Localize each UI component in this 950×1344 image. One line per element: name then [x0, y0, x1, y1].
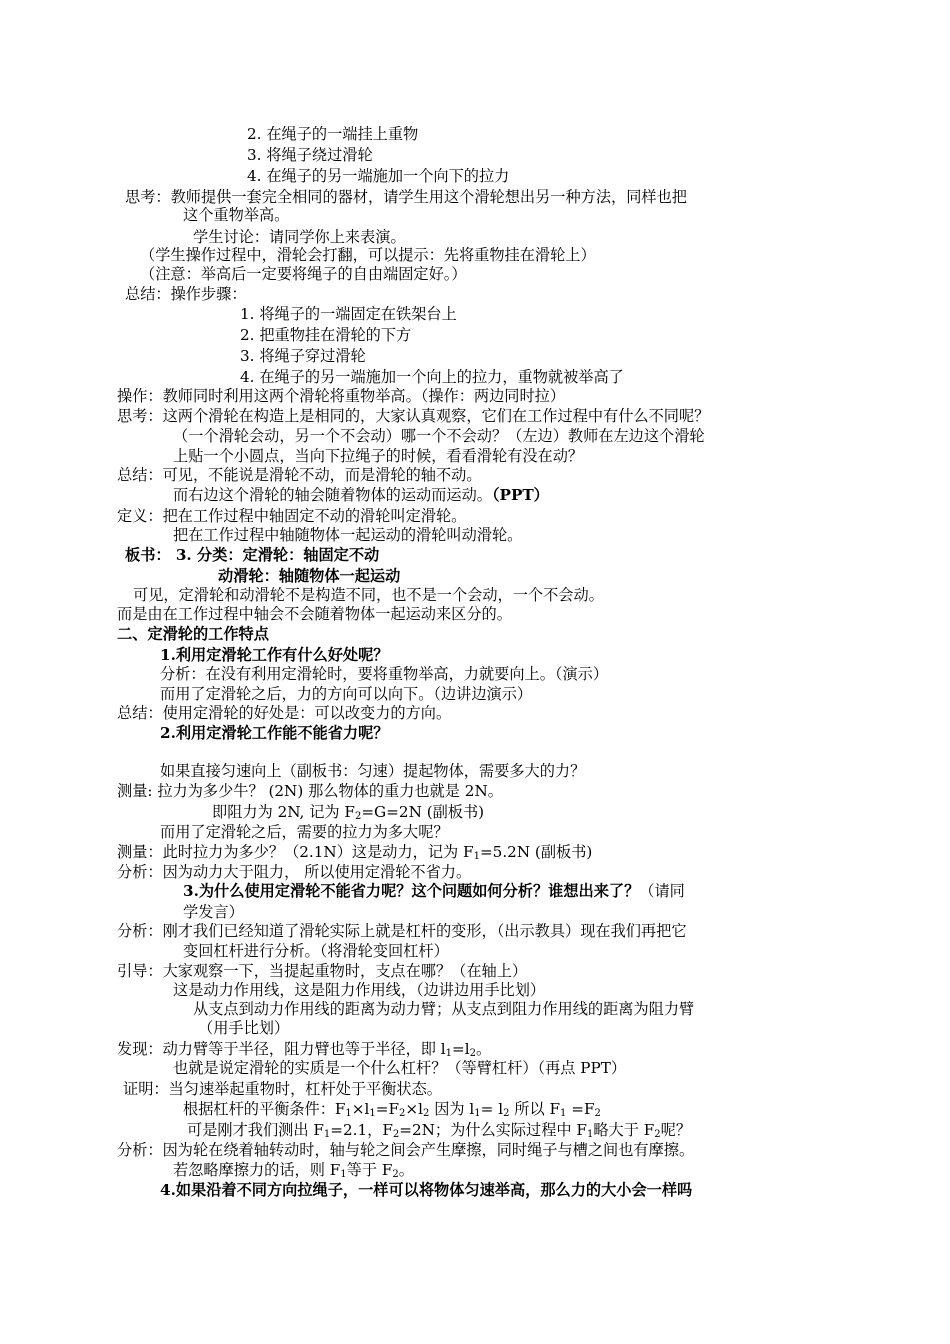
text-run: 因为 l — [429, 1100, 475, 1118]
text-run: 即阻力为 2N, 记为 F — [212, 803, 355, 821]
text-line — [173, 1161, 414, 1181]
text-line — [183, 1100, 601, 1120]
text-run: =G=2N (副板书) — [361, 803, 485, 821]
text-line: （注意：举高后一定要将绳子的自由端固定好。） — [140, 265, 467, 283]
section-heading: 二、定滑轮的工作特点 — [117, 625, 269, 643]
text-line: 分析：在没有利用定滑轮时，要将重物举高，力就要向上。（演示） — [160, 665, 609, 683]
text-line: 测量: 拉力为多少牛？ (2N) 那么物体的重力也就是 2N。 — [117, 782, 503, 800]
subscript: 1 — [345, 1108, 352, 1119]
text-line: （学生操作过程中，滑轮会打翻，可以提示：先将重物挂在滑轮上） — [140, 246, 596, 264]
subscript: 1 — [340, 1169, 347, 1180]
text-line: 而是由在工作过程中轴会不会随着物体一起运动来区分的。 — [117, 605, 512, 623]
text-run: 。 — [398, 1161, 414, 1179]
text-run: 根据杠杆的平衡条件：F — [183, 1100, 346, 1118]
text-run: =l — [452, 1040, 470, 1058]
text-line: 从支点到动力作用线的距离为动力臂；从支点到阻力作用线的距离为阻力臂 — [193, 1000, 695, 1018]
board-note-line: 动滑轮：轴随物体一起运动 — [218, 567, 401, 585]
text-run: =2.1，F — [330, 1121, 393, 1139]
subscript: 1 — [560, 1108, 567, 1119]
subscript: 1 — [445, 1048, 452, 1059]
text-line: 分析：刚才我们已经知道了滑轮实际上就是杠杆的变形，（出示教具）现在我们再把它 — [117, 922, 687, 940]
text-line: 2. 在绳子的一端挂上重物 — [247, 125, 419, 143]
text-line: 而用了定滑轮之后，力的方向可以向下。（边讲边演示） — [160, 685, 533, 703]
text-run: 所以 F — [509, 1100, 561, 1118]
text-run: ×l — [351, 1100, 370, 1118]
text-run: =2N；为什么实际过程中 F — [399, 1121, 587, 1139]
subscript: 2 — [469, 1048, 476, 1059]
text-run: 可是刚才我们测出 F — [187, 1121, 324, 1139]
text-line — [212, 803, 484, 823]
text-run: 呢？ — [660, 1121, 692, 1139]
text-line: 3. 将绳子穿过滑轮 — [240, 347, 366, 365]
text-line: 可见，定滑轮和动滑轮不是构造不同，也不是一个会动，一个不会动。 — [133, 586, 604, 604]
text-line: 总结：使用定滑轮的好处是：可以改变力的方向。 — [117, 704, 452, 722]
text-line: 证明：当匀速举起重物时，杠杆处于平衡状态。 — [123, 1080, 442, 1098]
subscript: 2 — [654, 1129, 661, 1140]
subscript: 2 — [354, 811, 362, 822]
text-line: （用手比划） — [198, 1019, 290, 1037]
text-run: 而右边这个滑轮的轴会随着物体的运动而运动。 — [173, 486, 492, 504]
text-run: =F — [566, 1100, 595, 1118]
text-run: 发现：动力臂等于半径，阻力臂也等于半径，即 l — [117, 1040, 446, 1058]
subscript: 2 — [503, 1108, 510, 1119]
text-line — [183, 882, 685, 902]
subscript: 1 — [473, 851, 480, 862]
ppt-note: （PPT） — [491, 486, 549, 504]
text-line: 总结：可见，不能说是滑轮不动，而是滑轮的轴不动。 — [117, 466, 482, 484]
text-line: 引导：大家观察一下，当提起重物时，支点在哪？（在轴上） — [117, 962, 528, 980]
text-line — [173, 486, 549, 506]
board-note-heading: 板书： 3. 分类：定滑轮：轴固定不动 — [125, 546, 380, 564]
text-line: 思考：教师提供一套完全相同的器材，请学生用这个滑轮想出另一种方法，同样也把 — [125, 188, 687, 206]
text-line: 4. 在绳子的另一端施加一个向上的拉力，重物就被举高了 — [240, 368, 624, 386]
text-line: 3. 将绳子绕过滑轮 — [247, 146, 373, 164]
text-line: 学发言） — [183, 903, 244, 921]
subscript: 2 — [423, 1108, 430, 1119]
text-line: 总结：操作步骤： — [125, 285, 247, 303]
subsection-heading: 1.利用定滑轮工作有什么好处呢？ — [160, 646, 389, 664]
text-run: =F — [375, 1100, 400, 1118]
subscript: 2 — [392, 1169, 399, 1180]
subsection-heading: 3.为什么使用定滑轮不能省力呢？这个问题如何分析？谁想出来了？ — [183, 882, 640, 900]
text-line: 学生讨论：请同学你上来表演。 — [193, 228, 406, 246]
text-line: 如果直接匀速向上（副板书：匀速）提起物体，需要多大的力？ — [160, 762, 586, 780]
text-line: 思考：这两个滑轮在构造上是相同的，大家认真观察，它们在工作过程中有什么不同呢？ — [117, 407, 710, 425]
text-line — [117, 843, 592, 863]
subscript: 2 — [392, 1129, 400, 1140]
subsection-heading: 2.利用定滑轮工作能不能省力呢？ — [160, 724, 389, 742]
text-line: 也就是说定滑轮的实质是一个什么杠杆？（等臂杠杆）（再点 PPT） — [173, 1059, 627, 1077]
text-run: = l — [480, 1100, 504, 1118]
text-run: （请同 — [639, 882, 685, 900]
subscript: 1 — [586, 1129, 594, 1140]
text-line: 分析：因为动力大于阻力， 所以使用定滑轮不省力。 — [117, 863, 472, 881]
text-line — [187, 1121, 691, 1141]
subscript: 1 — [323, 1129, 331, 1140]
text-run: 若忽略摩擦力的话，则 F — [173, 1161, 341, 1179]
text-line: 而用了定滑轮之后，需要的拉力为多大呢？ — [160, 823, 449, 841]
text-run: =5.2N (副板书) — [479, 843, 593, 861]
text-line: 变回杠杆进行分析。（将滑轮变回杠杆） — [183, 942, 449, 960]
text-line: 4. 在绳子的另一端施加一个向下的拉力 — [247, 167, 510, 185]
subscript: 2 — [594, 1108, 601, 1119]
text-line: 把在工作过程中轴随物体一起运动的滑轮叫动滑轮。 — [173, 526, 523, 544]
text-line: 这是动力作用线，这是阻力作用线，（边讲边用手比划） — [173, 981, 546, 999]
text-run: ×l — [405, 1100, 423, 1118]
text-run: 测量：此时拉力为多少？（2.1N）这是动力，记为 F — [117, 843, 474, 861]
text-line: 2. 把重物挂在滑轮的下方 — [240, 326, 412, 344]
text-line: 上贴一个小圆点，当向下拉绳子的时候，看看滑轮有没在动？ — [173, 447, 584, 465]
subscript: 1 — [474, 1108, 481, 1119]
text-run: 等于 F — [346, 1161, 393, 1179]
subscript: 1 — [369, 1108, 376, 1119]
subsection-heading: 4.如果沿着不同方向拉绳子，一样可以将物体匀速举高，那么力的大小会一样吗 — [160, 1181, 693, 1199]
subscript: 2 — [399, 1108, 406, 1119]
text-line: （一个滑轮会动，另一个不会动）哪一个不会动？（左边）教师在左边这个滑轮 — [173, 427, 705, 445]
text-line: 定义：把在工作过程中轴固定不动的滑轮叫定滑轮。 — [117, 507, 467, 525]
text-run: 略大于 F — [593, 1121, 655, 1139]
text-line: 这个重物举高。 — [183, 206, 290, 224]
text-line: 1. 将绳子的一端固定在铁架台上 — [240, 305, 457, 323]
text-line — [117, 1040, 491, 1060]
text-line: 操作：教师同时利用这两个滑轮将重物举高。（操作：两边同时拉） — [117, 387, 566, 405]
text-run: 。 — [475, 1040, 492, 1058]
text-line: 分析：因为轮在绕着轴转动时，轴与轮之间会产生摩擦，同时绳子与槽之间也有摩擦。 — [117, 1141, 695, 1159]
